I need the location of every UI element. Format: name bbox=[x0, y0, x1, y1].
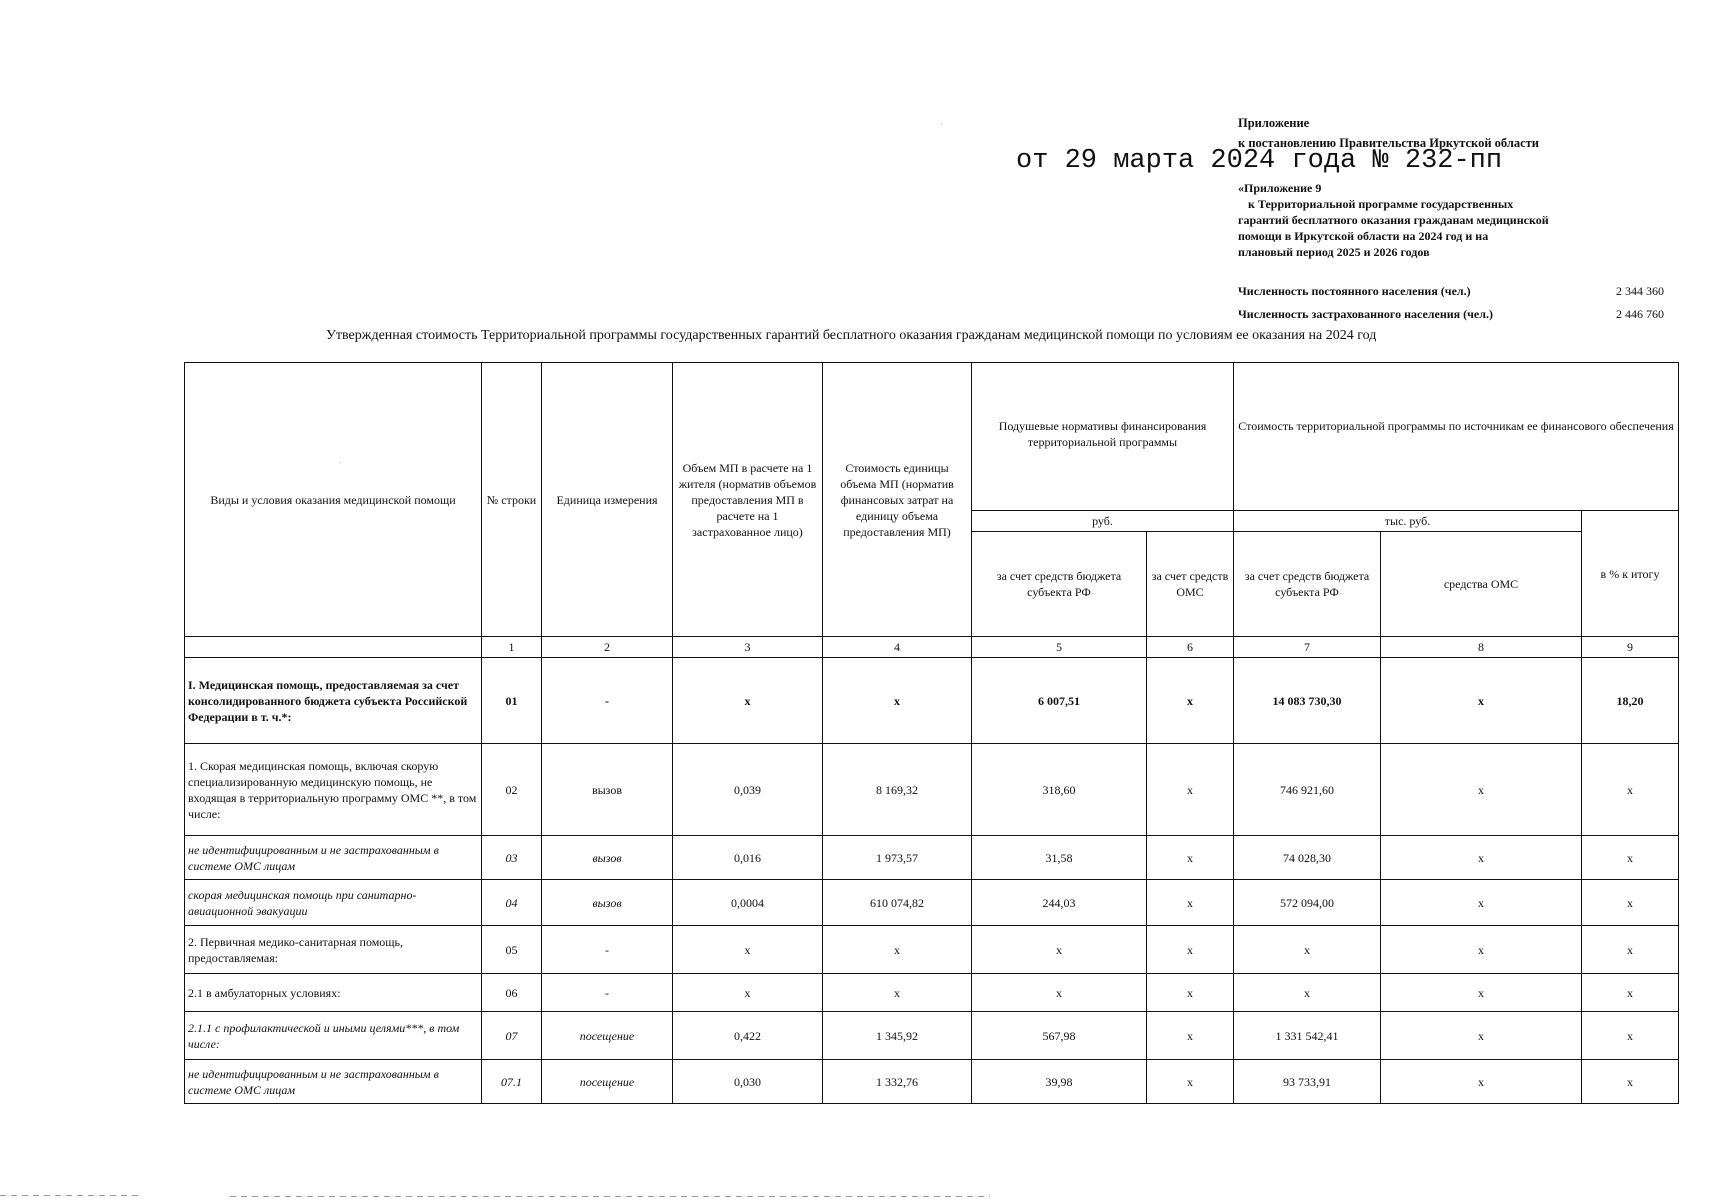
row-unit-cost: 610 074,82 bbox=[823, 880, 972, 926]
header-volume: Объем МП в расчете на 1 жителя (норматив объемов предоставления МП в расчете на 1 застрахованное лицо) bbox=[673, 363, 823, 637]
row-unit-cost: x bbox=[823, 974, 972, 1012]
header-rub: руб. bbox=[972, 511, 1234, 532]
row-no: 04 bbox=[482, 880, 542, 926]
insured-population-label: Численность застрахованного населения (чел.) bbox=[1238, 307, 1493, 321]
appendix-line: Приложение bbox=[1238, 116, 1310, 130]
scan-artifact-line bbox=[0, 1195, 140, 1196]
row-volume: x bbox=[673, 658, 823, 744]
row-unit: посещение bbox=[542, 1012, 673, 1060]
table-header-row bbox=[185, 363, 1679, 511]
appendix-line: к постановлению Правительства Иркутской области bbox=[1238, 136, 1539, 150]
row-oms-rub: x bbox=[1147, 1060, 1234, 1104]
row-oms-rub: x bbox=[1147, 658, 1234, 744]
row-no: 03 bbox=[482, 836, 542, 880]
appendix9-line: «Приложение 9 bbox=[1238, 181, 1322, 195]
row-budget-rub: 318,60 bbox=[972, 744, 1147, 836]
permanent-population-row bbox=[1238, 280, 1664, 303]
row-unit-cost: x bbox=[823, 658, 972, 744]
row-oms-thous: x bbox=[1381, 926, 1582, 974]
row-oms-rub: x bbox=[1147, 836, 1234, 880]
column-number: 1 bbox=[482, 637, 542, 658]
row-name: 1. Скорая медицинская помощь, включая скорую специализированную медицинскую помощь, не входящая в территориальную программу ОМС **, в том числе: bbox=[185, 744, 482, 836]
header-row-no: № строки bbox=[482, 363, 542, 637]
row-percent: x bbox=[1582, 880, 1679, 926]
row-oms-thous: x bbox=[1381, 658, 1582, 744]
row-budget-thous: 74 028,30 bbox=[1234, 836, 1381, 880]
row-percent: x bbox=[1582, 1012, 1679, 1060]
column-number: 8 bbox=[1381, 637, 1582, 658]
row-name: 2.1.1 с профилактической и иными целями***, в том числе: bbox=[185, 1012, 482, 1060]
table-row bbox=[185, 1060, 1679, 1104]
row-volume: 0,0004 bbox=[673, 880, 823, 926]
table-row bbox=[185, 1012, 1679, 1060]
row-budget-rub: 39,98 bbox=[972, 1060, 1147, 1104]
appendix9-line: гарантий бесплатного оказания гражданам медицинской bbox=[1238, 213, 1549, 227]
row-budget-thous: x bbox=[1234, 974, 1381, 1012]
row-unit: вызов bbox=[542, 744, 673, 836]
permanent-population-label: Численность постоянного населения (чел.) bbox=[1238, 284, 1471, 298]
row-no: 07 bbox=[482, 1012, 542, 1060]
row-budget-rub: 244,03 bbox=[972, 880, 1147, 926]
row-no: 02 bbox=[482, 744, 542, 836]
column-number: 5 bbox=[972, 637, 1147, 658]
row-unit: - bbox=[542, 974, 673, 1012]
header-budget-rub: за счет средств бюджета субъекта РФ bbox=[972, 532, 1147, 637]
appendix9-header bbox=[1238, 180, 1598, 260]
row-oms-rub: x bbox=[1147, 974, 1234, 1012]
column-number: 6 bbox=[1147, 637, 1234, 658]
row-no: 01 bbox=[482, 658, 542, 744]
row-unit-cost: 1 332,76 bbox=[823, 1060, 972, 1104]
row-oms-rub: x bbox=[1147, 1012, 1234, 1060]
row-oms-rub: x bbox=[1147, 744, 1234, 836]
row-unit: вызов bbox=[542, 880, 673, 926]
row-percent: 18,20 bbox=[1582, 658, 1679, 744]
row-unit-cost: 1 973,57 bbox=[823, 836, 972, 880]
program-cost-table bbox=[184, 362, 1679, 1104]
header-oms-rub: за счет средств ОМС bbox=[1147, 532, 1234, 637]
row-oms-thous: x bbox=[1381, 744, 1582, 836]
row-volume: x bbox=[673, 974, 823, 1012]
row-budget-rub: x bbox=[972, 974, 1147, 1012]
row-no: 05 bbox=[482, 926, 542, 974]
header-unit: Единица измерения bbox=[542, 363, 673, 637]
header-budget-thous: за счет средств бюджета субъекта РФ bbox=[1234, 532, 1381, 637]
insured-population-value: 2 446 760 bbox=[1616, 307, 1664, 321]
header-types: Виды и условия оказания медицинской помощи bbox=[185, 363, 482, 637]
row-name: 2. Первичная медико-санитарная помощь, предоставляемая: bbox=[185, 926, 482, 974]
header-unit-cost: Стоимость единицы объема МП (норматив финансовых затрат на единицу объема предоставления МП) bbox=[823, 363, 972, 637]
permanent-population-value: 2 344 360 bbox=[1616, 284, 1664, 298]
row-unit-cost: 1 345,92 bbox=[823, 1012, 972, 1060]
header-oms-thous: средства ОМС bbox=[1381, 532, 1582, 637]
column-number: 3 bbox=[673, 637, 823, 658]
row-budget-rub: 31,58 bbox=[972, 836, 1147, 880]
table-row bbox=[185, 974, 1679, 1012]
row-oms-rub: x bbox=[1147, 926, 1234, 974]
row-percent: x bbox=[1582, 974, 1679, 1012]
row-name: не идентифицированным и не застрахованным в системе ОМС лицам bbox=[185, 1060, 482, 1104]
appendix9-line: плановый период 2025 и 2026 годов bbox=[1238, 245, 1430, 259]
row-budget-thous: 746 921,60 bbox=[1234, 744, 1381, 836]
resolution-date-number: от 29 марта 2024 года № 232-пп bbox=[1016, 146, 1503, 176]
row-unit: - bbox=[542, 658, 673, 744]
row-volume: x bbox=[673, 926, 823, 974]
row-oms-thous: x bbox=[1381, 974, 1582, 1012]
row-oms-thous: x bbox=[1381, 1012, 1582, 1060]
column-number: 7 bbox=[1234, 637, 1381, 658]
row-volume: 0,422 bbox=[673, 1012, 823, 1060]
row-budget-thous: x bbox=[1234, 926, 1381, 974]
row-budget-thous: 14 083 730,30 bbox=[1234, 658, 1381, 744]
scan-speck bbox=[941, 124, 942, 125]
row-budget-thous: 572 094,00 bbox=[1234, 880, 1381, 926]
row-oms-rub: x bbox=[1147, 880, 1234, 926]
header-per-capita: Подушевые нормативы финансирования территориальной программы bbox=[972, 363, 1234, 511]
row-volume: 0,016 bbox=[673, 836, 823, 880]
row-name: не идентифицированным и не застрахованным в системе ОМС лицам bbox=[185, 836, 482, 880]
row-percent: x bbox=[1582, 744, 1679, 836]
column-number: 2 bbox=[542, 637, 673, 658]
column-number: 9 bbox=[1582, 637, 1679, 658]
row-unit: вызов bbox=[542, 836, 673, 880]
row-budget-rub: x bbox=[972, 926, 1147, 974]
row-no: 07.1 bbox=[482, 1060, 542, 1104]
row-name: скорая медицинская помощь при санитарно-авиационной эвакуации bbox=[185, 880, 482, 926]
header-thous-rub: тыс. руб. bbox=[1234, 511, 1582, 532]
row-oms-thous: x bbox=[1381, 880, 1582, 926]
row-budget-thous: 1 331 542,41 bbox=[1234, 1012, 1381, 1060]
appendix9-line: к Территориальной программе государственных bbox=[1248, 197, 1514, 211]
table-row bbox=[185, 880, 1679, 926]
column-number: 4 bbox=[823, 637, 972, 658]
row-unit-cost: x bbox=[823, 926, 972, 974]
column-number-blank bbox=[185, 637, 482, 658]
row-name: I. Медицинская помощь, предоставляемая за счет консолидированного бюджета субъекта Российской Федерации в т. ч.*: bbox=[185, 658, 482, 744]
row-percent: x bbox=[1582, 926, 1679, 974]
row-name: 2.1 в амбулаторных условиях: bbox=[185, 974, 482, 1012]
appendix9-line: помощи в Иркутской области на 2024 год и на bbox=[1238, 229, 1489, 243]
document-title: Утвержденная стоимость Территориальной программы государственных гарантий бесплатного оказания гражданам медицинской помощи по условиям ее оказания на 2024 год bbox=[326, 328, 1377, 343]
scan-artifact-line bbox=[230, 1196, 990, 1197]
table-row bbox=[185, 744, 1679, 836]
table-row bbox=[185, 926, 1679, 974]
row-budget-thous: 93 733,91 bbox=[1234, 1060, 1381, 1104]
row-percent: x bbox=[1582, 1060, 1679, 1104]
row-volume: 0,030 bbox=[673, 1060, 823, 1104]
insured-population-row bbox=[1238, 303, 1664, 326]
row-unit: посещение bbox=[542, 1060, 673, 1104]
population-block bbox=[1238, 280, 1664, 326]
row-unit-cost: 8 169,32 bbox=[823, 744, 972, 836]
row-unit: - bbox=[542, 926, 673, 974]
header-percent: в % к итогу bbox=[1582, 511, 1679, 637]
header-cost-by-source: Стоимость территориальной программы по источникам ее финансового обеспечения bbox=[1234, 363, 1679, 511]
row-percent: x bbox=[1582, 836, 1679, 880]
row-volume: 0,039 bbox=[673, 744, 823, 836]
table-row bbox=[185, 836, 1679, 880]
row-oms-thous: x bbox=[1381, 1060, 1582, 1104]
column-number-row bbox=[185, 637, 1679, 658]
row-oms-thous: x bbox=[1381, 836, 1582, 880]
row-no: 06 bbox=[482, 974, 542, 1012]
row-budget-rub: 567,98 bbox=[972, 1012, 1147, 1060]
row-budget-rub: 6 007,51 bbox=[972, 658, 1147, 744]
table-row bbox=[185, 658, 1679, 744]
